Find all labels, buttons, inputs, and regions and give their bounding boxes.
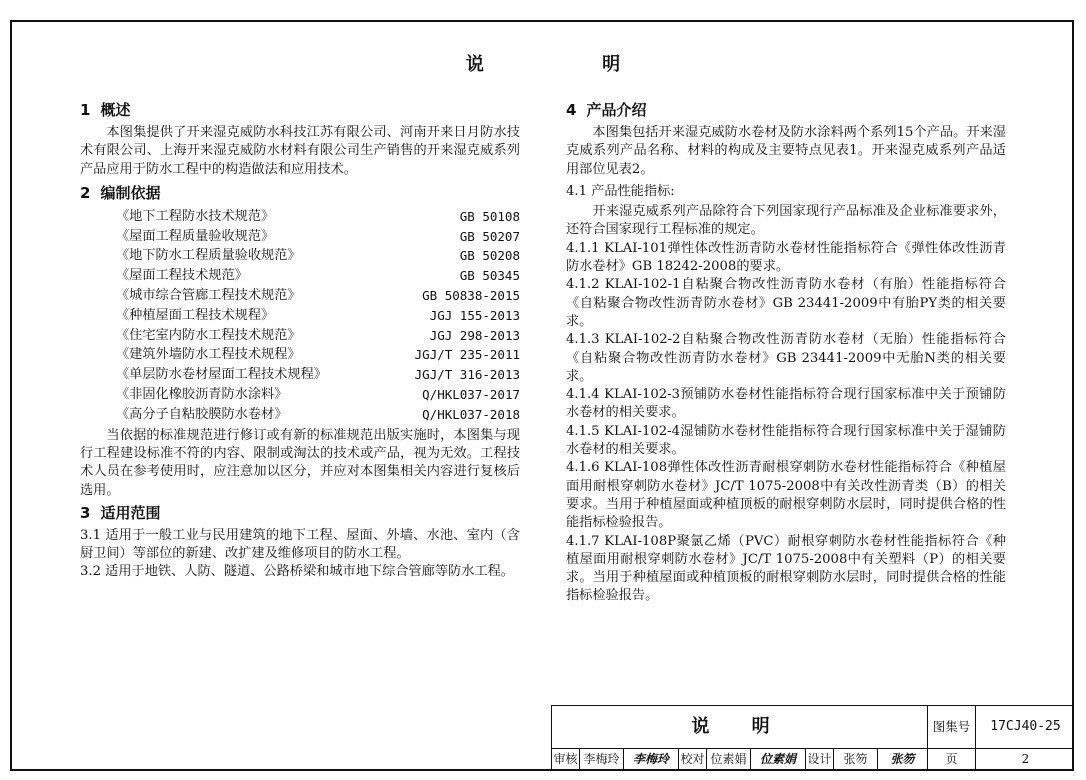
designer-name: 张笏 [834,749,878,770]
right-column [566,98,1006,606]
review-label: 审核 [552,749,580,770]
section-2-heading [80,183,520,203]
spec-item: 4.1.2 KLAI-102-1自粘聚合物改性沥青防水卷材（有胎）性能指标符合《自粘聚合物改性沥青防水卷材》GB 23441-2009中有胎PY类的相关要求。 [566,277,1006,329]
section-number: 4 [566,101,577,119]
section-number: 1 [80,101,91,119]
title-block-row-1 [552,706,1074,749]
standard-row [116,365,520,385]
standard-row [116,306,520,326]
standard-code: GB 50345 [459,268,520,284]
check-label: 校对 [679,749,707,770]
spec-item: 4.1.5 KLAI-102-4湿铺防水卷材性能指标符合现行国家标准中关于湿铺防水卷材的相关要求。 [566,423,1006,458]
standard-name: 《城市综合管廊工程技术规范》 [116,288,301,304]
standard-row [116,405,520,425]
section-title: 编制依据 [100,183,161,202]
standard-code: GB 50207 [459,228,520,244]
standard-code: Q/HKL037-2018 [422,406,520,422]
section-3-item: 3.1 适用于一般工业与民用建筑的地下工程、屋面、外墙、水池、室内（含厨卫间）等部位的新建、改扩建及维修项目的防水工程。 [80,527,520,562]
title-block-row-2 [552,749,1074,770]
standard-row [116,207,520,227]
standard-name: 《屋面工程技术规范》 [116,268,248,284]
standard-name: 《建筑外墙防水工程技术规程》 [116,347,301,363]
standard-row [116,266,520,286]
standard-row [116,227,520,247]
checker-name: 位素娟 [707,749,751,770]
page-label: 页 [928,749,976,770]
standard-name: 《单层防水卷材屋面工程技术规程》 [116,367,327,383]
standard-code: GB 50838-2015 [422,288,520,304]
standard-row [116,326,520,346]
section-1-text: 本图集提供了开来湿克威防水科技江苏有限公司、河南开来日月防水技术有限公司、上海开来湿克威防水材料有限公司生产销售的开来湿克威系列产品应用于防水工程中的构造做法和应用技术。 [80,125,520,177]
spec-item: 4.1.7 KLAI-108P聚氯乙烯（PVC）耐根穿刺防水卷材性能指标符合《种植屋面用耐根穿刺防水卷材》JC/T 1075-2008中有关塑料（P）的相关要求。当用于种植屋面或种植顶板的耐根穿刺防水层时，同时提供合格的性能指标检验报告。 [566,533,1006,604]
section-1-heading [80,100,520,120]
standard-code: JGJ 155-2013 [429,307,520,323]
standard-row [116,286,520,306]
design-label: 设计 [806,749,834,770]
standard-code: JGJ/T 235-2011 [414,347,520,363]
title-block-title: 说 明 [552,706,928,748]
page-title: 说 明 [465,54,677,75]
standard-code: GB 50108 [459,208,520,224]
standard-name: 《种植屋面工程技术规程》 [116,307,275,323]
standard-name: 《地下防水工程质量验收规范》 [116,248,301,264]
checker-signature: 位素娟 [751,749,806,770]
standard-name: 《屋面工程质量验收规范》 [116,228,275,244]
section-3-item: 3.2 适用于地铁、人防、隧道、公路桥梁和城市地下综合管廊等防水工程。 [80,564,514,580]
standard-name: 《住宅室内防水工程技术规范》 [116,327,301,343]
section-3-heading [80,503,520,523]
standard-code: GB 50208 [459,248,520,264]
designer-signature: 张笏 [878,749,928,770]
section-4-intro: 本图集包括开来湿克威防水卷材及防水涂料两个系列15个产品。开来湿克威系列产品名称、材料的构成及主要特点见表1。开来湿克威系列产品适用部位见表2。 [566,125,1006,177]
section-4-1-text: 开来湿克威系列产品除符合下列国家现行产品标准及企业标准要求外，还符合国家现行工程标准的规定。 [566,204,1006,238]
spec-item: 4.1.4 KLAI-102-3预铺防水卷材性能指标符合现行国家标准中关于预铺防水卷材的相关要求。 [566,387,1006,421]
standard-row [116,246,520,266]
standard-name: 《地下工程防水技术规范》 [116,208,275,224]
atlas-number: 17CJ40-25 [990,719,1061,734]
standard-code: JGJ 298-2013 [429,327,520,343]
section-4-1-heading: 4.1 产品性能指标: [566,183,675,199]
atlas-number-label: 图集号 [928,706,976,748]
section-number: 3 [80,503,91,522]
left-column [80,98,520,582]
section-title: 适用范围 [100,503,161,522]
reviewer-signature: 李梅玲 [624,749,679,770]
section-4-heading [566,100,1006,120]
page-number: 2 [1021,752,1030,766]
spec-item: 4.1.3 KLAI-102-2自粘聚合物改性沥青防水卷材（无胎）性能指标符合《自粘聚合物改性沥青防水卷材》GB 23441-2009中无胎N类的相关要求。 [566,332,1006,384]
reviewer-name: 李梅玲 [580,749,624,770]
standard-code: JGJ/T 316-2013 [414,367,520,383]
section-number: 2 [80,183,91,202]
section-2-note: 当依据的标准规范进行修订或有新的标准规范出版实施时，本图集与现行工程建设标准不符的内容、限制或淘汰的技术或产品，视为无效。工程技术人员在参考使用时，应注意加以区分，并应对本图集相关内容进行复核后选用。 [80,427,520,498]
spec-item: 4.1.1 KLAI-101弹性体改性沥青防水卷材性能指标符合《弹性体改性沥青防水卷材》GB 18242-2008的要求。 [566,240,1006,275]
spec-item: 4.1.6 KLAI-108弹性体改性沥青耐根穿刺防水卷材性能指标符合《种植屋面用耐根穿刺防水卷材》JC/T 1075-2008中有关改性沥青类（B）的相关要求。当用于种植屋面或种植顶板的耐根穿刺防水层时，同时提供合格的性能指标检验报告。 [566,460,1006,531]
standard-name: 《高分子自粘胶膜防水卷材》 [116,406,288,422]
standard-row [116,345,520,365]
standard-row [116,385,520,405]
standards-list [116,207,520,425]
standard-code: Q/HKL037-2017 [422,387,520,403]
section-title: 产品介绍 [586,101,647,119]
standard-name: 《非固化橡胶沥青防水涂料》 [116,387,288,403]
title-block [551,705,1074,771]
section-title: 概述 [100,101,131,119]
